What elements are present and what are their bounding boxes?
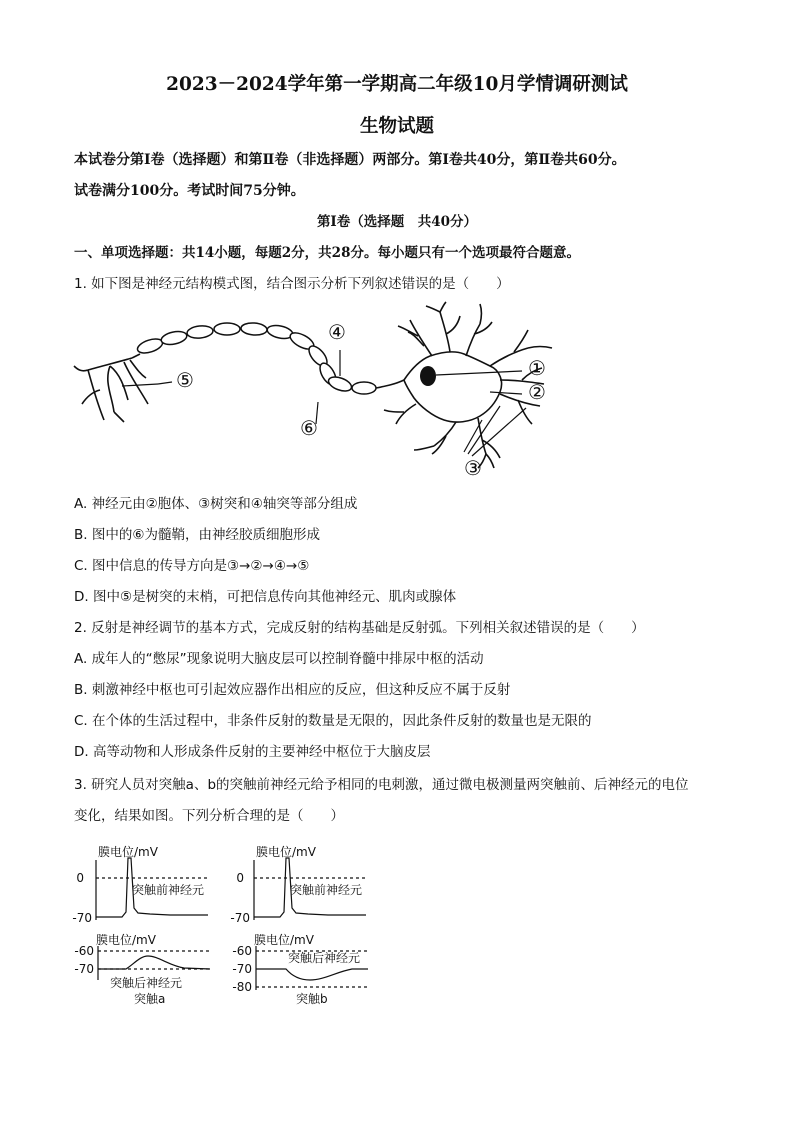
- synapse-b-name: 突触b: [296, 992, 328, 1006]
- synapse-a-pre-tick-neg70: -70: [72, 911, 92, 925]
- membrane-potential-figure: [70, 838, 400, 1013]
- question-1-option-c: C. 图中信息的传导方向是③→②→④→⑤: [74, 558, 310, 574]
- neuron-label-6: ⑥: [300, 416, 318, 440]
- neuron-label-2: ②: [528, 380, 546, 404]
- neuron-label-4: ④: [328, 320, 346, 344]
- synapse-b-post-tick-neg70: -70: [232, 962, 252, 976]
- question-2-option-c: C. 在个体的生活过程中，非条件反射的数量是无限的，因此条件反射的数量也是无限的: [74, 713, 592, 729]
- question-2-stem: 2. 反射是神经调节的基本方式，完成反射的结构基础是反射弧。下列相关叙述错误的是（ ）: [74, 620, 645, 636]
- question-2-option-b: B. 刺激神经中枢也可引起效应器作出相应的反应，但这种反应不属于反射: [74, 682, 511, 698]
- intro-line-1: 本试卷分第Ⅰ卷（选择题）和第Ⅱ卷（非选择题）两部分。第Ⅰ卷共40分，第Ⅱ卷共60分。: [74, 152, 626, 168]
- part1-heading: 第Ⅰ卷（选择题 共40分）: [316, 214, 478, 230]
- synapse-a-pre-tick-0: 0: [76, 871, 84, 885]
- question-1-option-d: D. 图中⑤是树突的末梢，可把信息传向其他神经元、肌肉或腺体: [74, 589, 457, 605]
- synapse-b-pre-ylabel: 膜电位/mV: [256, 845, 316, 859]
- intro-line-2: 试卷满分100分。考试时间75分钟。: [74, 183, 305, 199]
- synapse-a-pre-ylabel: 膜电位/mV: [98, 845, 158, 859]
- neuron-label-3: ③: [464, 456, 482, 480]
- question-1-option-a: A. 神经元由②胞体、③树突和④轴突等部分组成: [74, 496, 358, 512]
- synapse-b-pre-tick-neg70: -70: [230, 911, 250, 925]
- synapse-a-post-tick-neg70: -70: [74, 962, 94, 976]
- exam-subtitle: 生物试题: [359, 116, 434, 137]
- synapse-b-post-caption: 突触后神经元: [288, 951, 361, 965]
- synapse-b-pre-tick-0: 0: [236, 871, 244, 885]
- synapse-a-name: 突触a: [134, 992, 166, 1006]
- section-heading: 一、单项选择题：共14小题，每题2分，共28分。每小题只有一个选项最符合题意。: [74, 245, 580, 261]
- neuron-label-1: ①: [528, 356, 546, 380]
- synapse-b-pre-caption: 突触前神经元: [290, 883, 363, 897]
- synapse-b-post-tick-neg80: -80: [232, 980, 252, 994]
- question-2-option-d: D. 高等动物和人形成条件反射的主要神经中枢位于大脑皮层: [74, 744, 431, 760]
- question-3-stem-line-2: 变化，结果如图。下列分析合理的是（ ）: [74, 808, 344, 824]
- synapse-a-post-caption: 突触后神经元: [110, 976, 183, 990]
- synapse-b-post-tick-neg60: -60: [232, 944, 252, 958]
- neuron-diagram: [70, 300, 570, 490]
- question-1-stem: 1. 如下图是神经元结构模式图，结合图示分析下列叙述错误的是（ ）: [74, 276, 510, 292]
- synapse-b-post-ylabel: 膜电位/mV: [254, 933, 314, 947]
- question-3-stem-line-1: 3. 研究人员对突触a、b的突触前神经元给予相同的电刺激，通过微电极测量两突触前、后神经元的电位: [74, 777, 689, 793]
- exam-title: 2023－2024学年第一学期高二年级10月学情调研测试: [166, 74, 628, 95]
- question-1-option-b: B. 图中的⑥为髓鞘，由神经胶质细胞形成: [74, 527, 320, 543]
- question-2-option-a: A. 成年人的“憋尿”现象说明大脑皮层可以控制脊髓中排尿中枢的活动: [74, 651, 484, 667]
- neuron-label-5: ⑤: [176, 368, 194, 392]
- synapse-a-pre-caption: 突触前神经元: [132, 883, 205, 897]
- synapse-a-post-ylabel: 膜电位/mV: [96, 933, 156, 947]
- synapse-a-post-tick-neg60: -60: [74, 944, 94, 958]
